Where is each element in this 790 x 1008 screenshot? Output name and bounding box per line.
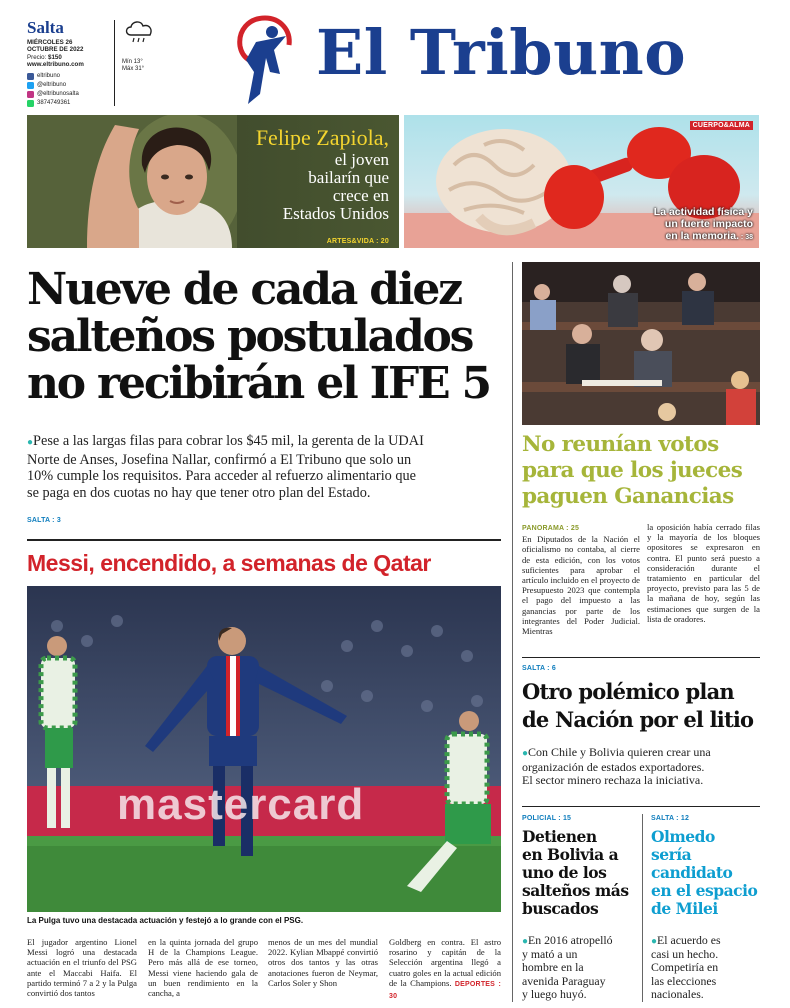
promo-artes-section: ARTES&VIDA : 20	[326, 238, 389, 245]
section-rule	[522, 657, 760, 658]
bullet-icon: ●	[27, 437, 34, 448]
column-divider	[512, 262, 513, 1002]
masthead-divider	[114, 20, 115, 106]
weather-box	[122, 18, 162, 73]
promo-artes[interactable]	[27, 115, 399, 248]
litio-headline[interactable]: Otro polémico plan de Nación por el litio	[522, 679, 754, 732]
price-value: $150	[48, 53, 62, 61]
messi-col-3: menos de un mes del mundial 2022. Kylian Mbappé convirtió otros dos tantos y las otras anotaciones fueron de Neymar, Carlos Soler y Shon	[268, 937, 378, 988]
section-rule	[27, 539, 501, 541]
cloud-rain-icon	[122, 18, 158, 44]
social-instagram[interactable]: @eltribunosalta	[27, 90, 117, 99]
congress-image	[522, 262, 760, 425]
social-twitter[interactable]: @eltribuno	[27, 81, 117, 90]
promo-cuerpo-text: La actividad física y un fuerte impacto en la memoria. : 38	[653, 206, 753, 242]
side-section: PANORAMA : 25	[522, 525, 580, 532]
olmedo-section: SALTA : 12	[651, 815, 690, 822]
litio-lead: ●Con Chile y Bolivia quieren crear una organización de estados exportadores. El sector minero rechaza la iniciativa.	[522, 745, 711, 787]
promo-cuerpo-section: CUERPO&ALMA	[690, 121, 753, 130]
twitter-icon	[27, 82, 34, 89]
messi-section: DEPORTES : 30	[389, 980, 501, 1001]
side-col-2: la oposición había cerrado filas y la mayoría de los bloques opositores se expresaron en contra. El punto será puesto a consideración durante el tratamiento en particular del proyecto, previsto para las 5 de la mañana de hoy, según las estimaciones que surgen de la lista de oradores.	[647, 522, 760, 624]
social-whatsapp[interactable]: 3874749361	[27, 99, 117, 108]
promo-artes-line: el joven	[334, 150, 389, 169]
congress-photo	[522, 262, 760, 425]
social-facebook[interactable]: eltribuno	[27, 72, 117, 81]
messi-col-1: El jugador argentino Lionel Messi logró una destacada actuación en el triunfo del PSG ante el Maccabi Haifa. El partido terminó 7 a 2 y la Pulga convirtió dos tantos	[27, 937, 137, 999]
promo-artes-line: bailarín que	[308, 168, 389, 187]
weather-max: Máx 31°	[122, 66, 145, 72]
promo-artes-name: Felipe Zapiola,	[255, 125, 389, 150]
messi-headline[interactable]: Messi, encendido, a semanas de Qatar	[27, 550, 431, 576]
main-headline[interactable]: Nueve de cada diez salteños postulados no recibirán el IFE 5	[27, 264, 490, 409]
messi-col-4: Goldberg en contra. El astro rosarino y capitán de la Selección argentina llegó a cuatro goles en la actual edición de la Champions. DEPORTES : 30	[389, 937, 501, 1001]
facebook-icon	[27, 73, 34, 80]
instagram-icon	[27, 91, 34, 98]
photo-caption: La Pulga tuvo una destacada actuación y festejó a lo grande con el PSG.	[27, 916, 304, 925]
bullet-icon: ●	[522, 936, 529, 947]
city-label: Salta	[27, 18, 64, 37]
bullet-icon: ●	[522, 748, 529, 759]
masthead-info	[27, 18, 117, 108]
side-col-1: PANORAMA : 25 En Diputados de la Nación el oficialismo no contaba, al cierre de esta edición, con los votos suficientes para aprobar el artículo incluido en el proyecto de Presupuesto 2023 que contempla el pago del impuesto a las ganancias por parte de los integrantes del Poder Judicial. Mientras	[522, 525, 640, 637]
side-headline[interactable]: No reunían votos para que los jueces paguen Ganancias	[522, 432, 743, 509]
date-line: MIÉRCOLES 26	[27, 39, 73, 46]
bolivia-section: POLICIAL : 15	[522, 815, 572, 822]
whatsapp-icon	[27, 100, 34, 107]
main-lead: ●Pese a las largas filas para cobrar los $45 mil, la gerenta de la UDAI Norte de Anses, Josefina Nallar, confirmó a El Tribuno que solo un 10% cumple los requisitos. Para acceder al refuerzo alimentario que se paga en dos cuotas no hay que tener otro plan del Estado.	[27, 433, 424, 501]
promo-artes-line: crece en	[332, 186, 389, 205]
olmedo-lead: ●El acuerdo es casi un hecho. Competiría en las elecciones nacionales.	[651, 933, 721, 1001]
messi-photo	[27, 586, 501, 912]
bolivia-headline[interactable]: Detienen en Bolivia a uno de los salteños más buscados	[522, 827, 629, 918]
bullet-icon: ●	[651, 936, 658, 947]
main-section: SALTA : 3	[27, 517, 61, 524]
column-divider	[642, 814, 643, 1002]
litio-section: SALTA : 6	[522, 665, 556, 672]
newspaper-title[interactable]: El Tribuno	[316, 16, 687, 89]
messi-col-2: en la quinta jornada del grupo H de la Champions League. Pero más allá de ese torneo, Messi viene haciendo gala de un buen rendimiento en la cancha, a	[148, 937, 258, 999]
weather-min: Mín 13°	[122, 59, 143, 65]
sponsor-board: mastercard	[117, 780, 365, 829]
el-tribuno-logo-icon	[234, 14, 296, 108]
promo-cuerpo[interactable]	[404, 115, 759, 248]
football-photo	[27, 586, 501, 912]
date-line: OCTUBRE DE 2022	[27, 46, 84, 54]
price-line: Precio: $150	[27, 53, 62, 61]
section-rule	[522, 806, 760, 807]
olmedo-headline[interactable]: Olmedo sería candidato en el espacio de Milei	[651, 827, 758, 918]
bolivia-lead: ●En 2016 atropelló y mató a un hombre en la avenida Paraguay y luego huyó.	[522, 933, 613, 1001]
website-link[interactable]: www.eltribuno.com	[27, 61, 84, 69]
promo-artes-line: Estados Unidos	[282, 204, 389, 223]
